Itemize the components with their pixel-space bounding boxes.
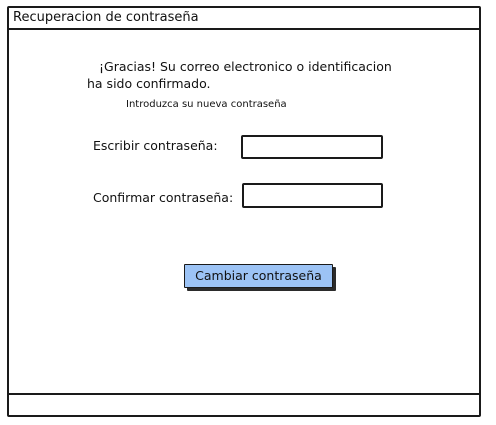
confirm-password-input[interactable] — [242, 183, 383, 208]
window-title: Recuperacion de contraseña — [13, 10, 199, 25]
password-recovery-window — [7, 6, 481, 417]
confirm-password-label: Confirmar contraseña: — [93, 190, 234, 205]
window-title-bar — [9, 8, 479, 30]
confirmation-message-line1: ¡Gracias! Su correo electronico o identificacion — [99, 59, 392, 74]
new-password-label: Escribir contraseña: — [93, 138, 218, 153]
new-password-instruction: Introduzca su nueva contraseña — [126, 99, 287, 110]
change-password-button[interactable]: Cambiar contraseña — [184, 264, 333, 288]
new-password-input[interactable] — [241, 135, 383, 159]
confirmation-message-line2: ha sido confirmado. — [87, 76, 211, 91]
window-status-bar — [9, 393, 479, 415]
